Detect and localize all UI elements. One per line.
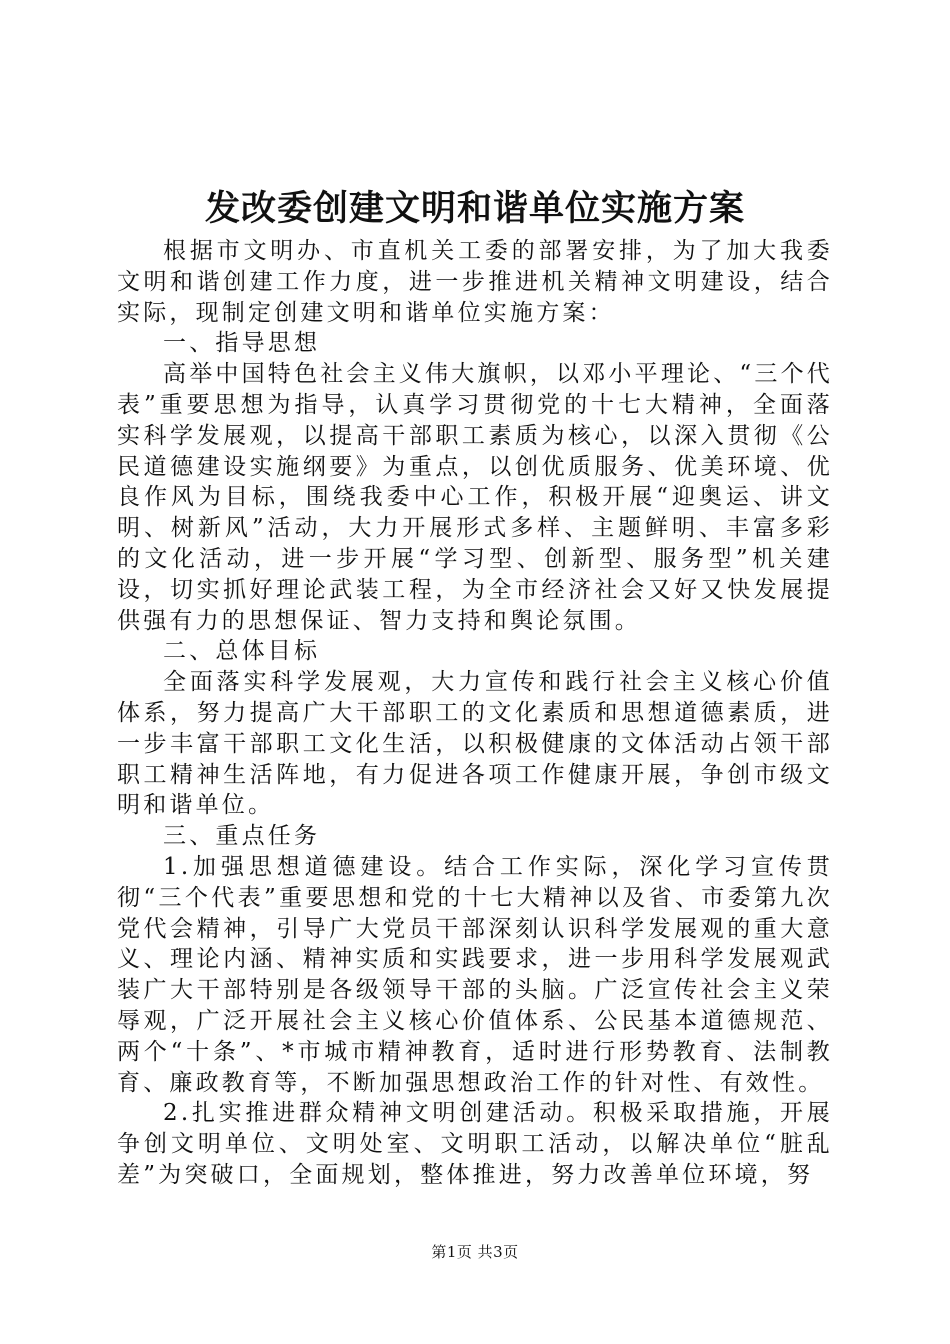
- section-heading-key-tasks: 三、重点任务: [163, 823, 321, 850]
- document-title: 发改委创建文明和谐单位实施方案: [204, 189, 745, 229]
- page-number-footer: 第1页 共3页: [431, 1243, 519, 1261]
- guiding-thought-paragraph: 高举中国特色社会主义伟大旗帜，以邓小平理论、“三个代表”重要思想为指导，认真学习贯彻党的十七大精神，全面落实科学发展观，以提高干部职工素质为核心，以深入贯彻《公民道德建设实施纲要》为重点，以创优质服务、优美环境、优良作风为目标，围绕我委中心工作，积极开展“迎奥运、讲文明、树新风”活动，大力开展形式多样、主题鲜明、丰富多彩的文化活动，进一步开展“学习型、创新型、服务型”机关建设，切实抓好理论武装工程，为全市经济社会又好又快发展提供强有力的思想保证、智力支持和舆论氛围。: [117, 361, 833, 634]
- section-heading-guiding-thought: 一、指导思想: [163, 330, 321, 357]
- overall-goal-paragraph: 全面落实科学发展观，大力宣传和践行社会主义核心价值体系，努力提高广大干部职工的文化素质和思想道德素质，进一步丰富干部职工文化生活，以积极健康的文体活动占领干部职工精神生活阵地，有力促进各项工作健康开展，争创市级文明和谐单位。: [117, 669, 833, 819]
- section-heading-overall-goal: 二、总体目标: [163, 638, 321, 665]
- document-body: [117, 236, 833, 1191]
- task-1-paragraph: 1.加强思想道德建设。结合工作实际，深化学习宣传贯彻“三个代表”重要思想和党的十七大精神以及省、市委第九次党代会精神，引导广大党员干部深刻认识科学发展观的重大意义、理论内涵、精神实质和实践要求，进一步用科学发展观武装广大干部特别是各级领导干部的头脑。广泛宣传社会主义荣辱观，广泛开展社会主义核心价值体系、公民基本道德规范、两个“十条”、*市城市精神教育，适时进行形势教育、法制教育、廉政教育等，不断加强思想政治工作的针对性、有效性。: [117, 853, 833, 1096]
- intro-paragraph: 根据市文明办、市直机关工委的部署安排，为了加大我委文明和谐创建工作力度，进一步推进机关精神文明建设，结合实际，现制定创建文明和谐单位实施方案：: [117, 238, 833, 326]
- task-2-paragraph: 2.扎实推进群众精神文明创建活动。积极采取措施，开展争创文明单位、文明处室、文明职工活动，以解决单位“脏乱差”为突破口，全面规划，整体推进，努力改善单位环境，努: [117, 1100, 833, 1188]
